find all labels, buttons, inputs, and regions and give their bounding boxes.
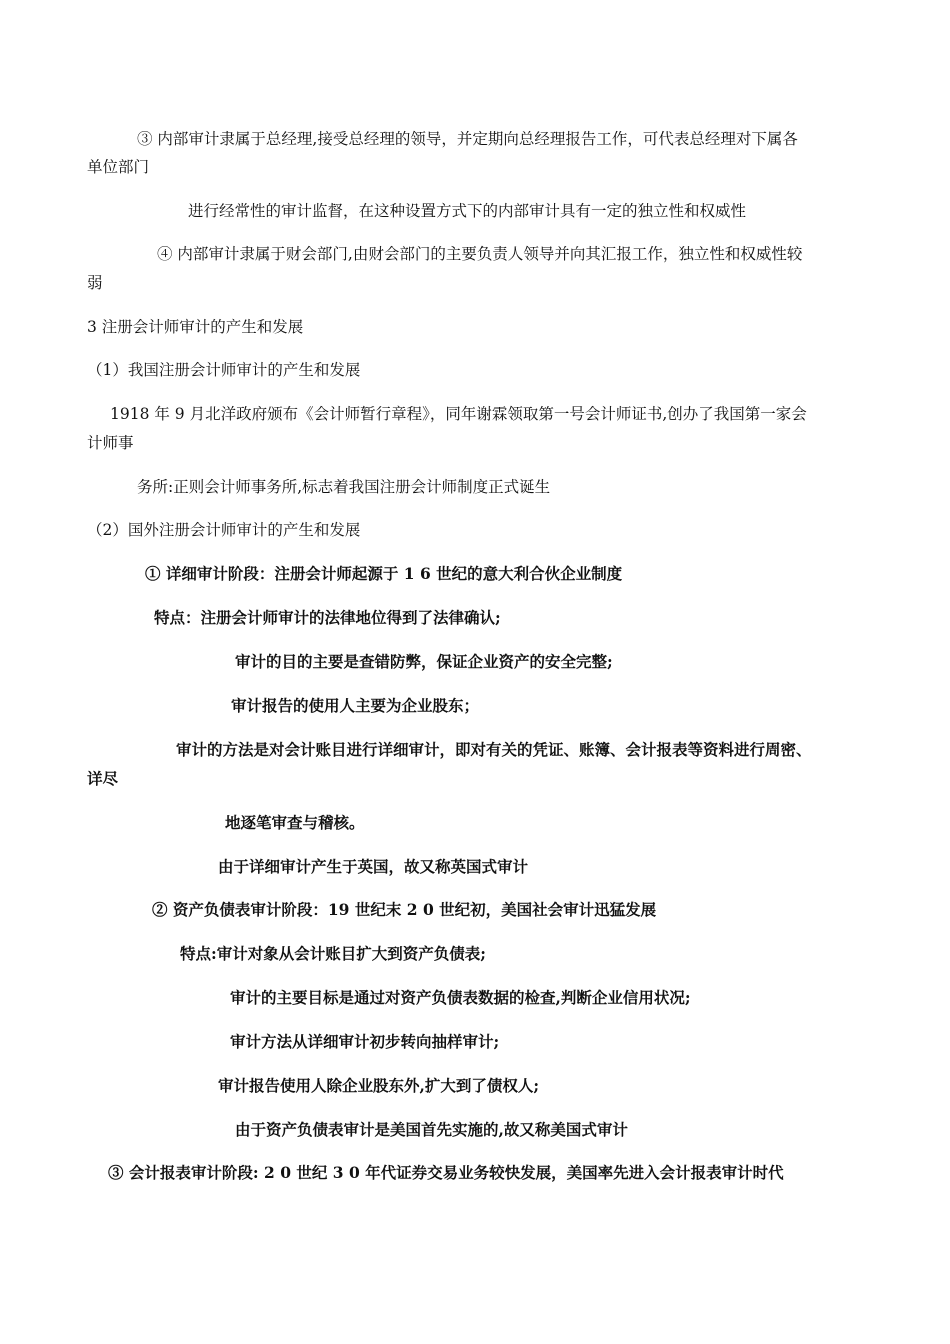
stage-feature: 审计的方法是对会计账目进行详细审计，即对有关的凭证、账簿、会计报表等资料进行周密、 bbox=[176, 740, 812, 759]
stage-feature: 审计方法从详细审计初步转向抽样审计; bbox=[230, 1032, 500, 1051]
section-heading: 3 注册会计师审计的产生和发展 bbox=[87, 318, 304, 336]
stage-title: ② 资产负债表审计阶段：19 世纪末 2 0 世纪初，美国社会审计迅猛发展 bbox=[152, 900, 657, 919]
subsection-heading: （1）我国注册会计师审计的产生和发展 bbox=[87, 361, 361, 379]
stage-feature: 由于详细审计产生于英国，故又称英国式审计 bbox=[218, 857, 529, 876]
paragraph-line: 务所:正则会计师事务所,标志着我国注册会计师制度正式诞生 bbox=[137, 478, 551, 496]
stage-title: ③ 会计报表审计阶段: 2 0 世纪 3 0 年代证券交易业务较快发展，美国率先进入会计报表审计时代 bbox=[108, 1163, 784, 1182]
paragraph-line: 弱 bbox=[87, 274, 103, 292]
paragraph-line: ④ 内部审计隶属于财会部门,由财会部门的主要负责人领导并向其汇报工作，独立性和权威性较 bbox=[157, 245, 803, 263]
paragraph-line: 1918 年 9 月北洋政府颁布《会计师暂行章程》，同年谢霖领取第一号会计师证书,创办了我国第一家会 bbox=[110, 405, 807, 423]
stage-title: ① 详细审计阶段：注册会计师起源于 1 6 世纪的意大利合伙企业制度 bbox=[145, 564, 623, 583]
stage-feature: 审计的目的主要是查错防弊，保证企业资产的安全完整; bbox=[235, 652, 613, 671]
stage-feature: 由于资产负债表审计是美国首先实施的,故又称美国式审计 bbox=[235, 1120, 628, 1139]
stage-feature: 特点：注册会计师审计的法律地位得到了法律确认; bbox=[154, 608, 501, 627]
paragraph-line: 计师事 bbox=[87, 434, 134, 452]
paragraph-line: 进行经常性的审计监督，在这种设置方式下的内部审计具有一定的独立性和权威性 bbox=[188, 202, 747, 220]
stage-feature: 审计报告使用人除企业股东外,扩大到了债权人; bbox=[218, 1076, 540, 1095]
stage-feature: 特点:审计对象从会计账目扩大到资产负债表; bbox=[180, 944, 486, 963]
stage-feature: 详尽 bbox=[87, 769, 119, 788]
stage-feature: 地逐笔审查与稽核。 bbox=[225, 813, 365, 832]
stage-feature: 审计报告的使用人主要为企业股东； bbox=[231, 696, 480, 715]
paragraph-line: 单位部门 bbox=[87, 158, 150, 176]
stage-feature: 审计的主要目标是通过对资产负债表数据的检查,判断企业信用状况; bbox=[230, 988, 691, 1007]
subsection-heading: （2）国外注册会计师审计的产生和发展 bbox=[87, 521, 361, 539]
paragraph-line: ③ 内部审计隶属于总经理,接受总经理的领导，并定期向总经理报告工作，可代表总经理对下属各 bbox=[137, 130, 798, 148]
